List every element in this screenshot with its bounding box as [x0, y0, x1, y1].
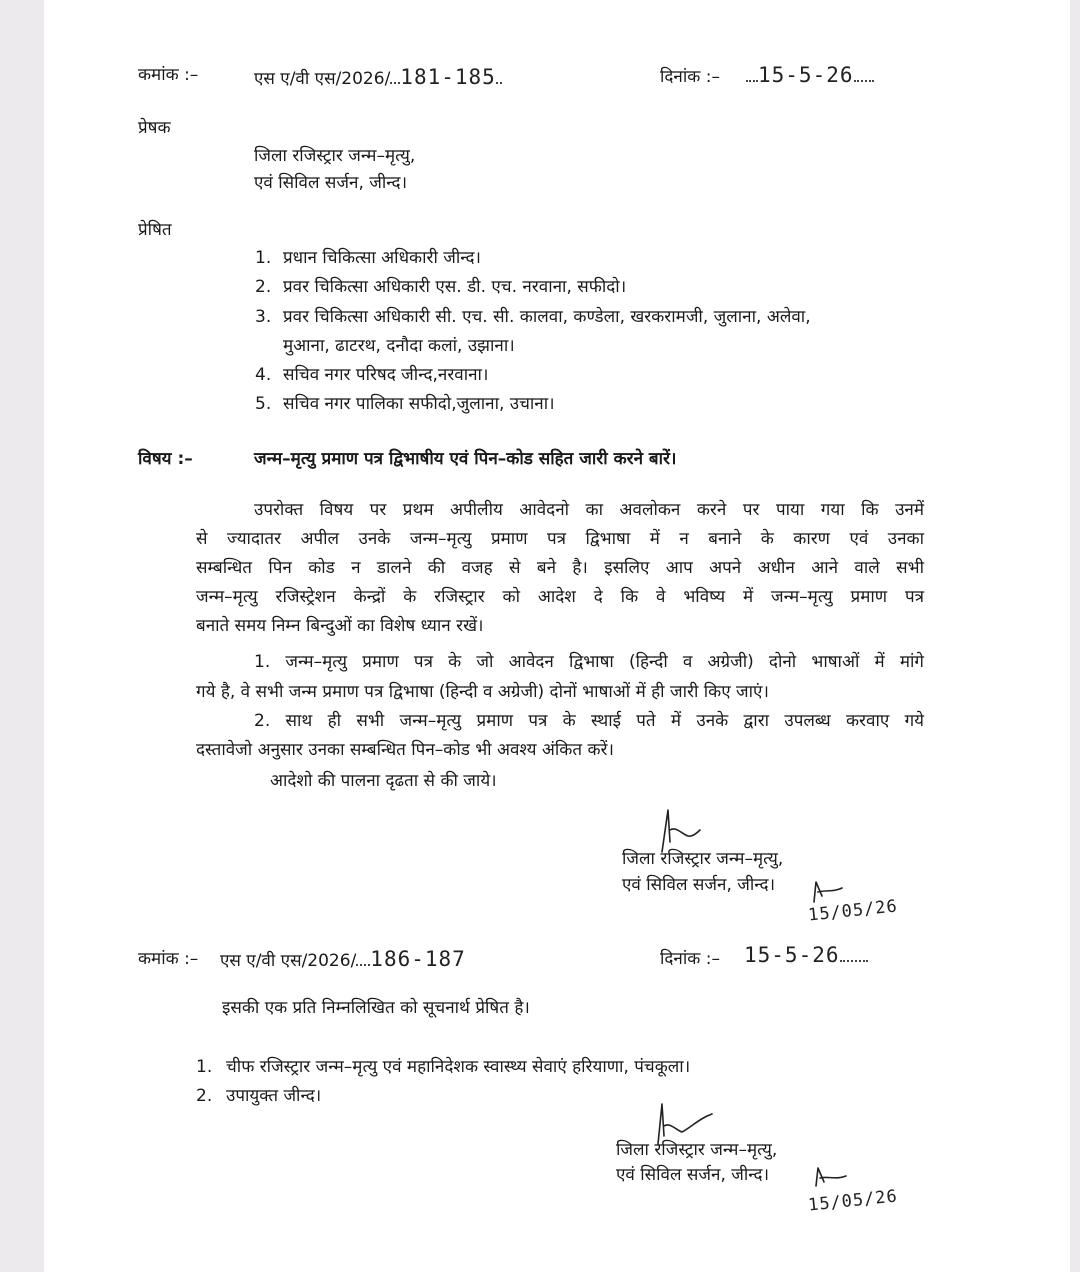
recipients-label: प्रेषित — [138, 220, 172, 240]
signature-1-line2: एवं सिविल सर्जन, जीन्द। — [622, 875, 776, 895]
body-line: उपरोक्त विषय पर प्रथम अपीलीय आवेदनो का अवलोकन करने पर पाया गया कि उनमें — [254, 500, 924, 520]
ref-number — [254, 66, 502, 90]
recipient-item: प्रधान चिकित्सा अधिकारी जीन्द। — [283, 248, 481, 268]
copy-recipient-item: चीफ रजिस्ट्रार जन्म–मृत्यु एवं महानिदेशक स्वास्थ्य सेवाएं हरियाणा, पंचकूला। — [226, 1057, 691, 1077]
closing-line: आदेशो की पालना दृढता से की जाये। — [270, 771, 497, 791]
copy-ref-number — [220, 948, 466, 972]
recipient-item: सचिव नगर पालिका सफीदो,जुलाना, उचाना। — [283, 394, 555, 414]
copy-ref-handwritten: 186-187 — [370, 947, 466, 971]
copy-date-label: दिनांक :– — [660, 949, 720, 969]
signature-2-line1: जिला रजिस्ट्रार जन्म–मृत्यु, — [616, 1140, 778, 1160]
copy-recipient-num: 1. — [196, 1057, 213, 1077]
subject-label: विषय :– — [138, 449, 193, 469]
sender-line1: जिला रजिस्ट्रार जन्म–मृत्यु, — [254, 146, 416, 166]
recipient-item-continued: मुआना, ढाटरथ, दनौदा कलां, उझाना। — [283, 336, 515, 356]
copy-intro: इसकी एक प्रति निम्नलिखित को सूचनार्थ प्रेषित है। — [222, 998, 530, 1018]
initial-mark-2 — [812, 1164, 852, 1190]
body-line: 2. साथ ही सभी जन्म–मृत्यु प्रमाण पत्र के स्थाई पते में उनके द्वारा उपलब्ध करवाए गये — [254, 711, 924, 731]
copy-ref-label: कमांक :– — [138, 949, 199, 969]
ref-label: कमांक :– — [138, 65, 199, 85]
ref-handwritten: 181-185 — [400, 65, 496, 89]
subject-text: जन्म–मृत्यु प्रमाण पत्र द्विभाषीय एवं पिन–कोड सहित जारी करने बारें। — [254, 449, 677, 469]
date-handwritten: 15-5-26 — [758, 63, 854, 87]
signature-1-date: 15/05/26 — [807, 896, 899, 926]
body-line: बनाते समय निम्न बिन्दुओं का विशेष ध्यान रखें। — [196, 616, 484, 636]
ref-prefix: एस ए/वी एस/2026/ — [254, 69, 391, 89]
copy-date-handwritten: 15-5-26 — [744, 943, 840, 967]
recipient-item: सचिव नगर परिषद जीन्द,नरवाना। — [283, 365, 489, 385]
signature-2-line2: एवं सिविल सर्जन, जीन्द। — [616, 1165, 770, 1185]
signature-2-date: 15/05/26 — [807, 1186, 899, 1216]
recipient-num: 3. — [255, 307, 272, 327]
sender-line2: एवं सिविल सर्जन, जीन्द। — [254, 173, 408, 193]
body-line: गये है, वे सभी जन्म प्रमाण पत्र द्विभाषा (हिन्दी व अग्रेजी) दोनों भाषाओं में ही जारी किए जाएं। — [196, 682, 769, 702]
copy-ref-prefix: एस ए/वी एस/2026/ — [220, 951, 357, 971]
recipient-num: 5. — [255, 394, 272, 414]
signature-1-line1: जिला रजिस्ट्रार जन्म–मृत्यु, — [622, 849, 784, 869]
recipient-num: 1. — [255, 248, 272, 268]
recipient-item: प्रवर चिकित्सा अधिकारी एस. डी. एच. नरवाना, सफीदो। — [283, 277, 627, 297]
copy-recipient-num: 2. — [196, 1086, 213, 1106]
body-line: जन्म–मृत्यु रजिस्ट्रेशन केन्द्रों के रजिस्ट्रार को आदेश दे कि वे भविष्य में जन्म–मृत्यु प्रमाण पत्र — [196, 587, 924, 607]
copy-recipient-item: उपायुक्त जीन्द। — [226, 1086, 322, 1106]
body-line: 1. जन्म–मृत्यु प्रमाण पत्र के जो आवेदन द्विभाषा (हिन्दी व अग्रेजी) दोनो भाषाओं में मांगे — [254, 652, 924, 672]
recipient-num: 4. — [255, 365, 272, 385]
date-field — [746, 64, 874, 88]
date-label: दिनांक :– — [660, 67, 720, 87]
recipient-num: 2. — [255, 277, 272, 297]
recipient-item: प्रवर चिकित्सा अधिकारी सी. एच. सी. कालवा, कण्डेला, खरकरामजी, जुलाना, अलेवा, — [283, 307, 811, 327]
sender-label: प्रेषक — [138, 118, 171, 138]
body-line: सम्बन्धित पिन कोड न डालने की वजह से बने है। इसलिए आप अपने अधीन आने वाले सभी — [196, 558, 924, 578]
body-line: से ज्यादातर अपील उनके जन्म–मृत्यु प्रमाण पत्र द्विभाषा में न बनाने के कारण एवं उनका — [196, 529, 924, 549]
copy-date-field — [744, 944, 868, 968]
body-line: दस्तावेजो अनुसार उनका सम्बन्धित पिन–कोड भी अवश्य अंकित करें। — [196, 740, 614, 760]
